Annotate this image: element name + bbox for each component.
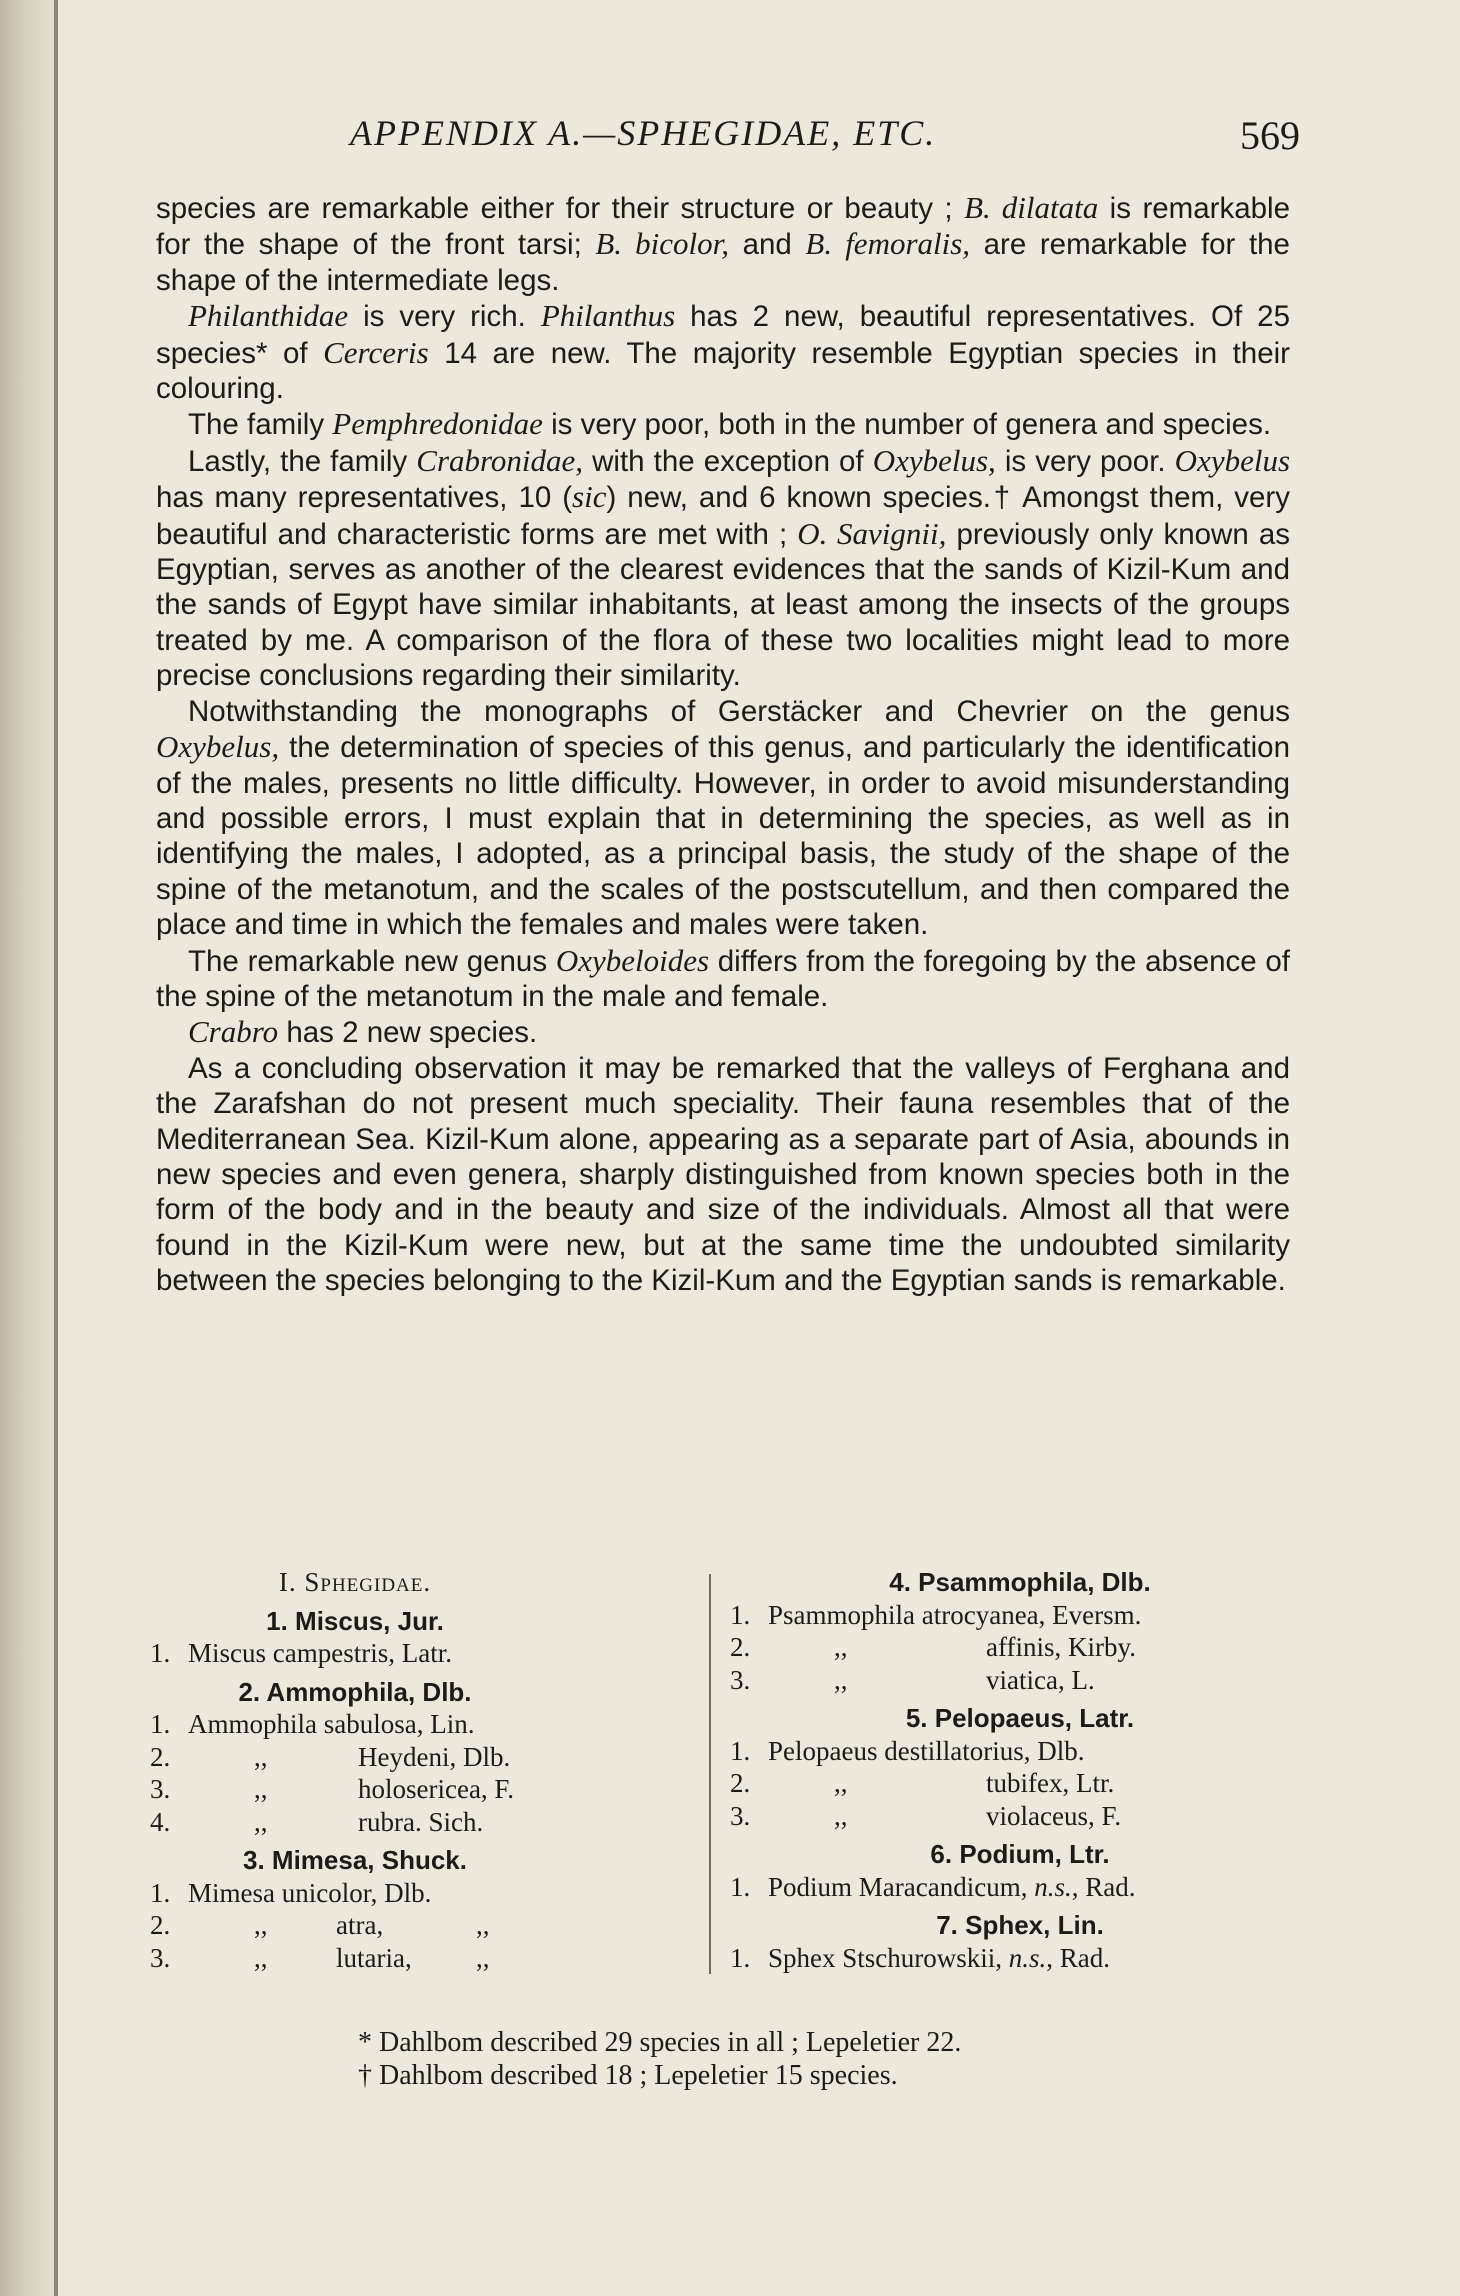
text-run: has many representatives, 10 ( — [156, 481, 573, 515]
species-entry — [730, 1599, 1310, 1632]
species-name-text: Sphex Stschurowskii, — [768, 1942, 1009, 1973]
ditto-mark: ,, — [254, 1942, 268, 1973]
species-entry — [150, 1773, 560, 1806]
ditto-mark: ,, — [254, 1741, 268, 1772]
text-run: has 2 new, beautiful representatives. Of 25 species* of — [156, 300, 1290, 370]
species-entry — [150, 1909, 560, 1942]
text-run: ) new, and 6 known species.† Amongst them, very beautiful and characteristic forms are met with ; — [156, 481, 1290, 551]
running-head: APPENDIX A.—SPHEGIDAE, ETC. — [350, 113, 937, 153]
species-entry — [150, 1942, 560, 1975]
text-run: Lastly, the family — [188, 444, 417, 478]
taxon-name: Oxybeloides — [555, 942, 710, 978]
text-run: species are remarkable either for their structure or beauty ; — [156, 192, 965, 225]
entry-number: 1. — [730, 1599, 751, 1630]
taxon-name: Philanthidae — [188, 298, 349, 334]
species-entry — [150, 1741, 560, 1774]
entry-number: 4. — [150, 1806, 171, 1837]
species-name: Ammophila sabulosa, Lin. — [188, 1709, 475, 1739]
entry-number: 1. — [150, 1877, 171, 1908]
species-name: viatica, L. — [986, 1664, 1095, 1695]
new-species-marker: n.s. — [1034, 1871, 1072, 1902]
species-entry — [150, 1637, 560, 1670]
species-name: Miscus campestris, Latr. — [188, 1638, 452, 1668]
ditto-mark: ,, — [476, 1910, 490, 1940]
text-run: previously only known as Egyptian, serves as another of the clearest evidences that the sands of Kizil-Kum and the sands of Egypt have similar inhabitants, at least among the insects of the groups treated by me. A comparison of the flora of these two localities might lead to more precise conclusions regarding their similarity. — [156, 517, 1290, 693]
species-entry — [730, 1735, 1310, 1768]
species-name: violaceus, F. — [986, 1800, 1122, 1831]
species-entry — [150, 1806, 560, 1839]
taxon-name: Crabronidae, — [416, 442, 584, 478]
paragraph — [156, 1051, 1290, 1299]
genus-heading: 3. Mimesa, Shuck. — [243, 1845, 467, 1875]
species-name: Pelopaeus destillatorius, Dlb. — [768, 1735, 1085, 1766]
taxon-name: Oxybelus, — [156, 729, 280, 765]
taxon-name: Philanthus — [540, 298, 676, 334]
taxon-name: Crabro — [188, 1014, 279, 1050]
ditto-mark: ,, — [476, 1942, 490, 1973]
species-entry — [730, 1664, 1310, 1697]
text-run: The family — [188, 408, 333, 442]
book-gutter — [0, 0, 58, 2296]
species-name: lutaria, — [336, 1942, 412, 1973]
taxon-name: B. bicolor, — [595, 226, 730, 262]
genus-heading: 7. Sphex, Lin. — [936, 1910, 1104, 1940]
species-name — [768, 1942, 1310, 1975]
paragraph — [156, 406, 1290, 442]
species-list-right-column — [730, 1566, 1310, 1974]
species-author: , Rad. — [1046, 1942, 1111, 1973]
ditto-mark: ,, — [834, 1768, 848, 1798]
text-run: are remarkable for the shape of the intermediate legs. — [156, 228, 1290, 297]
ditto-mark: ,, — [834, 1632, 848, 1662]
page-number: 569 — [1240, 113, 1300, 158]
species-entry — [730, 1800, 1310, 1833]
page-header — [160, 112, 1300, 172]
species-entry — [730, 1631, 1310, 1664]
genus-heading: 5. Pelopaeus, Latr. — [905, 1703, 1135, 1733]
species-list — [150, 1566, 1290, 2006]
species-name: Psammophila atrocyanea, Eversm. — [768, 1599, 1142, 1630]
taxon-name: O. Savignii, — [797, 515, 947, 551]
entry-number: 2. — [150, 1910, 171, 1940]
entry-number: 3. — [150, 1942, 171, 1973]
species-name: rubra. Sich. — [358, 1806, 484, 1837]
ditto-mark: ,, — [834, 1800, 848, 1831]
footnotes — [358, 2026, 1258, 2092]
genus-heading: 6. Podium, Ltr. — [930, 1839, 1110, 1869]
species-name: Heydeni, Dlb. — [358, 1741, 511, 1772]
body-text — [156, 190, 1290, 1299]
species-name: Mimesa unicolor, Dlb. — [188, 1877, 432, 1908]
entry-number: 2. — [730, 1768, 751, 1798]
new-species-marker: n.s. — [1008, 1942, 1047, 1973]
taxon-name: B. dilatata — [964, 190, 1099, 225]
entry-number: 3. — [150, 1774, 171, 1804]
taxon-name: Pemphredonidae — [332, 406, 543, 442]
ditto-mark: ,, — [834, 1664, 848, 1695]
genus-heading: 1. Miscus, Jur. — [266, 1605, 444, 1636]
taxon-name: B. femoralis, — [805, 226, 971, 262]
species-name — [768, 1871, 1310, 1904]
entry-number: 1. — [730, 1735, 751, 1766]
species-name: tubifex, Ltr. — [986, 1768, 1115, 1798]
text-run: is remarkable for the shape of the front tarsi; — [156, 192, 1290, 262]
text-run: Notwithstanding the monographs of Gerstäcker and Chevrier on the genus — [188, 694, 1290, 728]
text-run: with the exception of — [583, 444, 873, 478]
species-entry — [730, 1871, 1310, 1904]
text-run: differs from the foregoing by the absence of the spine of the metanotum in the male and female. — [156, 944, 1290, 1013]
paragraph — [156, 443, 1290, 694]
sic-marker: sic — [572, 479, 607, 515]
entry-number: 1. — [150, 1709, 171, 1739]
taxon-name: Oxybelus — [1174, 442, 1291, 478]
species-author: , Rad. — [1071, 1871, 1136, 1902]
text-run: has 2 new species. — [278, 1016, 538, 1050]
paragraph — [156, 694, 1290, 943]
paragraph — [156, 298, 1290, 406]
species-name: affinis, Kirby. — [986, 1632, 1136, 1662]
family-heading: I. Sphegidae. — [278, 1567, 432, 1597]
footnote: † Dahlbom described 18 ; Lepeletier 15 species. — [358, 2060, 898, 2091]
entry-number: 1. — [150, 1638, 171, 1668]
text-run: is very poor. — [995, 444, 1175, 478]
text-run: The remarkable new genus — [188, 944, 556, 978]
paragraph — [156, 190, 1290, 298]
species-entry — [730, 1767, 1310, 1800]
text-run: 14 are new. The majority resemble Egyptian species in their colouring. — [156, 336, 1290, 406]
genus-heading: 4. Psammophila, Dlb. — [889, 1567, 1151, 1597]
entry-number: 2. — [150, 1741, 171, 1772]
paragraph — [156, 1014, 1290, 1050]
ditto-mark: ,, — [254, 1910, 268, 1940]
species-name: holosericea, F. — [358, 1774, 515, 1804]
species-name: atra, — [336, 1910, 384, 1940]
entry-number: 3. — [730, 1800, 751, 1831]
species-entry — [730, 1942, 1310, 1975]
entry-number: 2. — [730, 1632, 751, 1662]
entry-number: 1. — [730, 1871, 751, 1902]
species-list-left-column — [150, 1566, 560, 1974]
ditto-mark: ,, — [254, 1806, 268, 1837]
species-name-text: Podium Maracandicum, — [768, 1871, 1035, 1902]
ditto-mark: ,, — [254, 1774, 268, 1804]
species-entry — [150, 1708, 560, 1741]
entry-number: 3. — [730, 1664, 751, 1695]
genus-heading: 2. Ammophila, Dlb. — [238, 1676, 472, 1707]
paragraph — [156, 943, 1290, 1015]
text-run: is very rich. — [348, 300, 541, 334]
column-divider — [709, 1574, 711, 1974]
species-entry — [150, 1877, 560, 1910]
taxon-name: Cerceris — [323, 334, 429, 370]
text-run: is very poor, both in the number of genera and species. — [542, 408, 1272, 442]
footnote: * Dahlbom described 29 species in all ; Lepeletier 22. — [358, 2027, 962, 2058]
entry-number: 1. — [730, 1942, 751, 1973]
text-run: the determination of species of this genus, and particularly the identification of the males, presents no little difficulty. However, in order to avoid misunderstanding and possible errors, I must explain that in determining the species, as well as in identifying the males, I adopted, as a principal basis, the study of the shape of the spine of the metanotum, and the scales of the postscutellum, and then compared the place and time in which the females and males were taken. — [156, 731, 1290, 942]
text-run: and — [729, 228, 806, 262]
taxon-name: Oxybelus, — [872, 442, 996, 478]
text-run: As a concluding observation it may be remarked that the valleys of Ferghana and the Zarafshan do not present much speciality. Their fauna resembles that of the Mediterranean Sea. Kizil-Kum alone, appearing as a separate part of Asia, abounds in new species and even genera, sharply distinguished from known species both in the form of the body and in the beauty and size of the individuals. Almost all that were found in the Kizil-Kum were new, but at the same time the undoubted similarity between the species belonging to the Kizil-Kum and the Egyptian sands is remarkable. — [156, 1051, 1290, 1298]
